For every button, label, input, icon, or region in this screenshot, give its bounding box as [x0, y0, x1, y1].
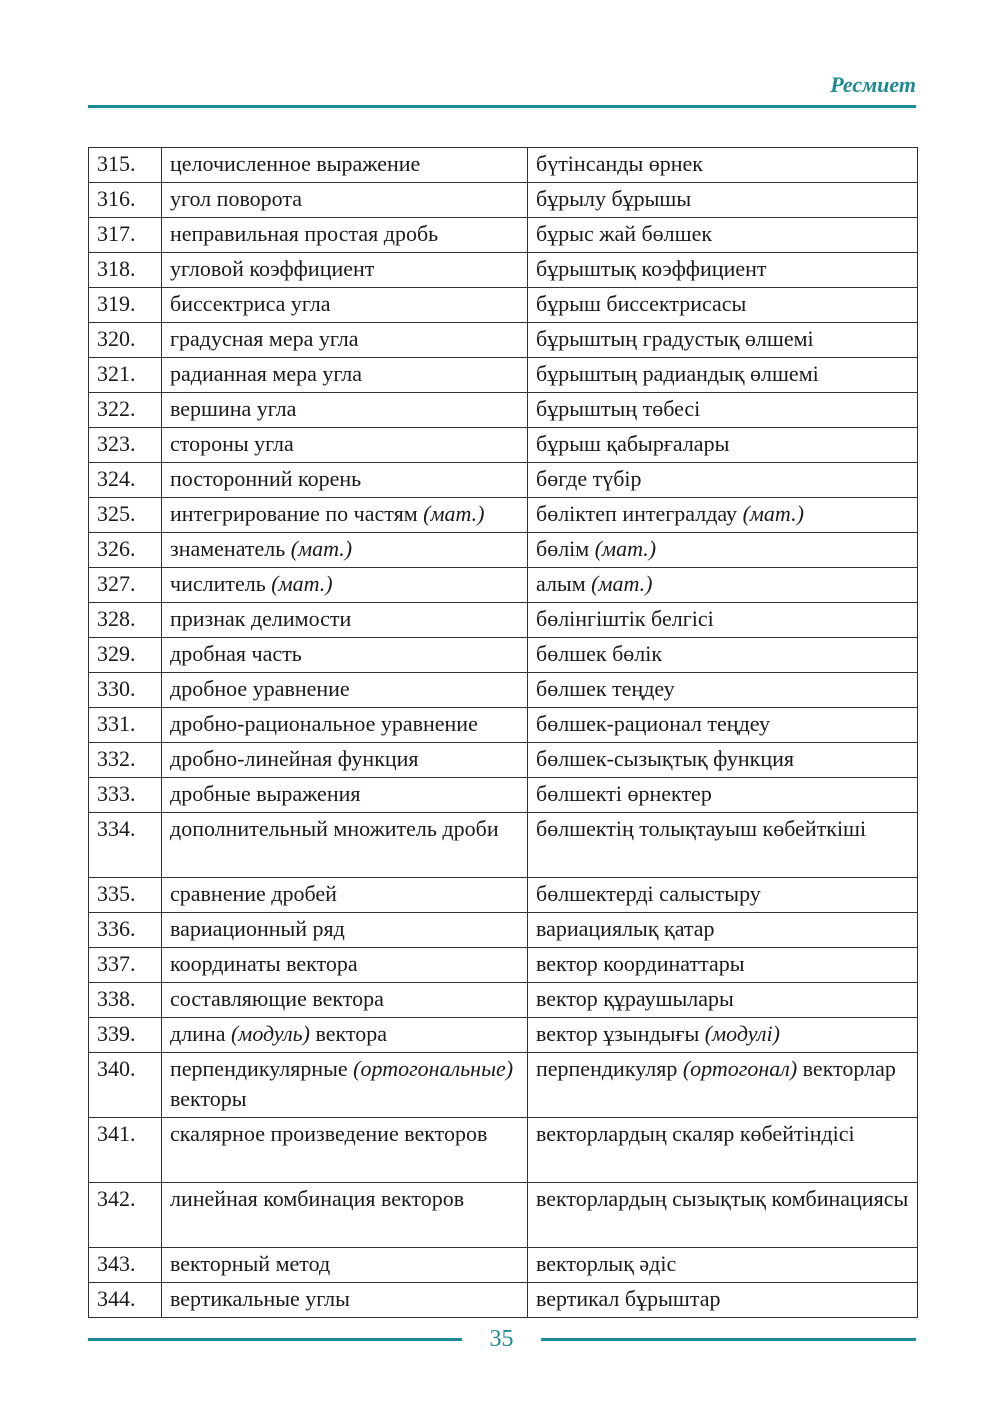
term-russian: биссектриса угла — [162, 288, 528, 323]
term-russian: вариационный ряд — [162, 913, 528, 948]
term-kazakh: бөлшекті өрнектер — [528, 778, 918, 813]
term-text: векторлар — [802, 1056, 896, 1081]
term-kazakh: бұрыштық коэффициент — [528, 253, 918, 288]
term-russian: вершина угла — [162, 393, 528, 428]
term-russian: координаты вектора — [162, 948, 528, 983]
term-kazakh: бөлшектің толықтауыш көбейткіші — [528, 813, 918, 878]
table-row — [89, 323, 918, 358]
term-russian: стороны угла — [162, 428, 528, 463]
term-text: бөлім — [536, 536, 590, 561]
term-russian: дробно-рациональное уравнение — [162, 708, 528, 743]
table-row — [89, 498, 918, 533]
subject-note: (мат.) — [594, 536, 657, 561]
term-kazakh: вектор құраушылары — [528, 983, 918, 1018]
term-number: 329. — [89, 638, 162, 673]
term-russian: угловой коэффициент — [162, 253, 528, 288]
term-russian: линейная комбинация векторов — [162, 1183, 528, 1248]
term-kazakh: бұрыштың радиандық өлшемі — [528, 358, 918, 393]
term-text: перпендикулярные — [170, 1056, 348, 1081]
term-number: 321. — [89, 358, 162, 393]
term-russian — [162, 568, 528, 603]
term-kazakh: векторлардың скаляр көбейтіндісі — [528, 1118, 918, 1183]
table-row — [89, 568, 918, 603]
table-row — [89, 428, 918, 463]
term-russian: градусная мера угла — [162, 323, 528, 358]
term-number: 328. — [89, 603, 162, 638]
term-kazakh: бөлшек-сызықтық функция — [528, 743, 918, 778]
subject-note: (модуль) — [230, 1021, 311, 1046]
term-russian: скалярное произведение векторов — [162, 1118, 528, 1183]
page-number: 35 — [489, 1326, 514, 1352]
table-row — [89, 1053, 918, 1118]
term-russian: векторный метод — [162, 1248, 528, 1283]
term-russian: дробно-линейная функция — [162, 743, 528, 778]
term-russian: дробные выражения — [162, 778, 528, 813]
term-text: перпендикуляр — [536, 1056, 678, 1081]
term-text: вектора — [315, 1021, 388, 1046]
glossary-table — [88, 147, 918, 1318]
table-row — [89, 778, 918, 813]
table-row — [89, 148, 918, 183]
term-kazakh: бөлінгіштік белгісі — [528, 603, 918, 638]
table-row — [89, 218, 918, 253]
subject-note: (модулі) — [704, 1021, 780, 1046]
term-kazakh: бұрыш биссектрисасы — [528, 288, 918, 323]
term-kazakh: бөлшек теңдеу — [528, 673, 918, 708]
term-text: числитель — [170, 571, 266, 596]
term-russian: радианная мера угла — [162, 358, 528, 393]
term-number: 343. — [89, 1248, 162, 1283]
term-russian: дополнительный множитель дроби — [162, 813, 528, 878]
term-number: 334. — [89, 813, 162, 878]
term-kazakh: бұрылу бұрышы — [528, 183, 918, 218]
term-kazakh: вертикал бұрыштар — [528, 1283, 918, 1318]
term-russian — [162, 498, 528, 533]
term-number: 333. — [89, 778, 162, 813]
running-header-title: Ресмиет — [830, 72, 916, 97]
term-kazakh: бұрыш қабырғалары — [528, 428, 918, 463]
table-row — [89, 1183, 918, 1248]
term-kazakh — [528, 498, 918, 533]
term-kazakh: бөлшек бөлік — [528, 638, 918, 673]
term-russian: составляющие вектора — [162, 983, 528, 1018]
term-number: 323. — [89, 428, 162, 463]
term-russian: целочисленное выражение — [162, 148, 528, 183]
table-row — [89, 948, 918, 983]
term-kazakh: векторлық әдіс — [528, 1248, 918, 1283]
term-kazakh: бұрыштың төбесі — [528, 393, 918, 428]
table-row — [89, 183, 918, 218]
term-russian: вертикальные углы — [162, 1283, 528, 1318]
subject-note: (мат.) — [290, 536, 353, 561]
term-kazakh: вектор координаттары — [528, 948, 918, 983]
footer-rule-right — [541, 1338, 916, 1341]
term-text: алым — [536, 571, 586, 596]
subject-note: (мат.) — [423, 501, 485, 526]
footer-rule-left — [88, 1338, 462, 1341]
table-row — [89, 253, 918, 288]
table-row — [89, 1018, 918, 1053]
term-russian: угол поворота — [162, 183, 528, 218]
table-row — [89, 813, 918, 878]
term-number: 335. — [89, 878, 162, 913]
term-number: 320. — [89, 323, 162, 358]
term-kazakh — [528, 1053, 918, 1118]
term-number: 324. — [89, 463, 162, 498]
table-row — [89, 1283, 918, 1318]
term-kazakh: бөгде түбір — [528, 463, 918, 498]
term-number: 339. — [89, 1018, 162, 1053]
term-text: вектор ұзындығы — [536, 1021, 700, 1046]
table-row — [89, 1248, 918, 1283]
table-row — [89, 393, 918, 428]
term-number: 327. — [89, 568, 162, 603]
subject-note: (мат.) — [742, 501, 804, 526]
term-russian: дробное уравнение — [162, 673, 528, 708]
subject-note: (мат.) — [271, 571, 333, 596]
term-number: 344. — [89, 1283, 162, 1318]
table-row — [89, 358, 918, 393]
term-number: 342. — [89, 1183, 162, 1248]
table-row — [89, 673, 918, 708]
term-number: 315. — [89, 148, 162, 183]
table-row — [89, 983, 918, 1018]
term-russian — [162, 1053, 528, 1118]
term-russian: неправильная простая дробь — [162, 218, 528, 253]
term-number: 325. — [89, 498, 162, 533]
table-row — [89, 638, 918, 673]
term-number: 340. — [89, 1053, 162, 1118]
term-number: 316. — [89, 183, 162, 218]
term-number: 326. — [89, 533, 162, 568]
table-row — [89, 288, 918, 323]
table-row — [89, 1118, 918, 1183]
term-russian: посторонний корень — [162, 463, 528, 498]
term-russian — [162, 533, 528, 568]
term-text: бөліктеп интегралдау — [536, 501, 738, 526]
subject-note: (ортогонал) — [682, 1056, 798, 1081]
term-kazakh: вариациялық қатар — [528, 913, 918, 948]
term-number: 338. — [89, 983, 162, 1018]
term-number: 341. — [89, 1118, 162, 1183]
term-number: 332. — [89, 743, 162, 778]
term-number: 317. — [89, 218, 162, 253]
term-kazakh: бүтінсанды өрнек — [528, 148, 918, 183]
table-row — [89, 533, 918, 568]
subject-note: (мат.) — [591, 571, 653, 596]
term-number: 318. — [89, 253, 162, 288]
subject-note: (ортогональные) — [353, 1056, 514, 1081]
term-kazakh: векторлардың сызықтық комбинациясы — [528, 1183, 918, 1248]
term-number: 330. — [89, 673, 162, 708]
term-russian: дробная часть — [162, 638, 528, 673]
term-kazakh — [528, 533, 918, 568]
term-kazakh: бөлшек-рационал теңдеу — [528, 708, 918, 743]
term-kazakh: бөлшектерді салыстыру — [528, 878, 918, 913]
term-number: 319. — [89, 288, 162, 323]
term-number: 336. — [89, 913, 162, 948]
term-text: векторы — [170, 1086, 247, 1111]
header-rule — [88, 105, 916, 108]
term-number: 322. — [89, 393, 162, 428]
term-number: 331. — [89, 708, 162, 743]
table-row — [89, 708, 918, 743]
term-kazakh: бұрыштың градустық өлшемі — [528, 323, 918, 358]
table-row — [89, 603, 918, 638]
term-text: длина — [170, 1021, 226, 1046]
table-row — [89, 743, 918, 778]
term-number: 337. — [89, 948, 162, 983]
term-kazakh — [528, 568, 918, 603]
term-kazakh — [528, 1018, 918, 1053]
term-russian — [162, 1018, 528, 1053]
table-row — [89, 878, 918, 913]
table-row — [89, 463, 918, 498]
term-text: знаменатель — [170, 536, 286, 561]
table-row — [89, 913, 918, 948]
term-kazakh: бұрыс жай бөлшек — [528, 218, 918, 253]
term-russian: признак делимости — [162, 603, 528, 638]
term-russian: сравнение дробей — [162, 878, 528, 913]
term-text: интегрирование по частям — [170, 501, 418, 526]
